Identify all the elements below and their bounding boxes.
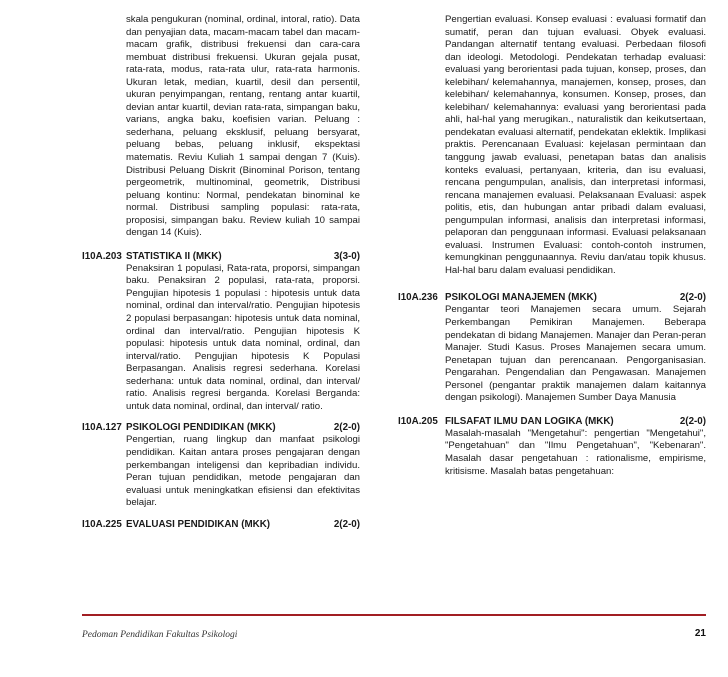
course-title: EVALUASI PENDIDIKAN (MKK): [126, 518, 271, 530]
course-description: Penaksiran 1 populasi, Rata-rata, proporsi, simpangan baku. Penaksiran 2 populasi, rata-rata, proporsi. Pengujian hipotesis 1 populasi : hipotesis untuk data nominal, ordinal dan interval/ratio. Pengujian hipotesis 2 populasi berpasangan: hipotesis untuk data nominal, ordinal dan interval/ratio. Pengujian hipotesis K populasi: hipotesis untuk data nominal, ordinal, dan interval/ratio. Pengujian hipotesis K Populasi Berpasangan. Analisis regresi sederhana. Korelasi sederhana: untuk data nominal, ordinal, dan interval/ ratio. Analisis regresi berganda. Korelasi Berganda: untuk data nominal, ordinal, dan interval/ ratio.: [126, 262, 360, 412]
course-description: Pengantar teori Manajemen secara umum. Sejarah Perkembangan Pemikiran Manajemen. Beberapa pendekatan di bidang Manajemen. Manajer dan Peran-peran Manajer. Studi Kasus. Proses Manajemen secara umum. Penetapan tujuan dan perencanaan. Pengorganisasian. Pengarahan. Pengendalian dan Pengawasan. Manajemen Personel (pengantar praktik manajemen dalam kaitannya dengan psikologi). Manajemen Sumber Daya Manusia: [445, 304, 706, 404]
footer-title: Pedoman Pendidikan Fakultas Psikologi: [82, 630, 238, 640]
right-continuation-text: Pengertian evaluasi. Konsep evaluasi : evaluasi formatif dan sumatif, peran dan tujuan evaluasi. Obyek evaluasi. Pandangan alternatif tentang evaluasi. Perbedaan filosofi dan ideologi. Metodologi. Pendekatan terhadap evaluasi: evaluasi yang berorientasi pada tujuan, konsep, proses, dan kelebihan/ kelemahannya, manajemen, konsep, proses, dan kelebihan/ kelemahannya, konsumen. Konsep, proses, dan kelebihan/ kelemahannya: evaluasi yang berorientasi pada ahli, hal-hal yang merugikan., naturalistik dan keikutsertaan, pendekatan evaluasi alternatif, pendekatan eklektik. Implikasi praktis. Perencanaan Evaluasi: kejelasan permintaan dan tanggung jawab evaluasi, penetapan batas dan analisis konteks evaluasi, pertanyaan, kriteria, dan isu evaluasi, rencana pengumpulan, analisis, dan interpretasi informasi, rencana manajemen evaluasi. Pelaksanaan Evaluasi: aspek politis, etis, dan hubungan antar pribadi dalam evaluasi, pengumpulan informasi, analisis dan interpretasi informasi, pelaporan dan penggunaan informasi. Evaluasi pelaksanaan evaluasi. Instrumen Evaluasi: contoh-contoh instrumen, kemungkinan penggunaannya. Reviu dan/atau topik khusus. Hal-hal baru dalam evaluasi pendidikan.: [445, 14, 706, 276]
footer-divider: [82, 614, 706, 616]
left-continuation-text: skala pengukuran (nominal, ordinal, intoral, ratio). Data dan penyajian data, macam-macam tabel dan macam-macam grafik, distribusi frekuensi dan cara-cara membuat distribusi frekuensi. Ukuran gejala pusat, rata-rata, modus, rata-rata ulur, rata-rata harmonis. Ukuran letak, median, kuartil, desil dan persentil, ukuran penyimpangan, rentang, rentang antar kuartil, devian antar kuartil, devian rata-rata, simpangan baku, varians, angka baku, koefisien varian. Peluang : sederhana, peluang eksklusif, peluang bersyarat, peluang bebas, peluang inklusif, ekspektasi matematis. Reviu Kuliah 1 sampai dengan 7 (Kuis). Distribusi Peluang Diskrit (Binominal Porison, tentang pergeometrik, multinominal, geometrik, Distribusi peluang kontinu: Normal, pendekatan binominal ke normal. Distribusi sampling populasi: rata-rata, proposisi, simpangan baku. Review kuliah 10 sampai dengan 14 (Kuis).: [126, 14, 360, 239]
course-title: PSIKOLOGI MANAJEMEN (MKK): [445, 292, 597, 304]
course-credits: 2(2-0): [333, 518, 360, 530]
course-code: I10A.236: [398, 292, 438, 304]
course-heading: [82, 250, 360, 263]
course-title: FILSAFAT ILMU DAN LOGIKA (MKK): [445, 415, 614, 427]
right-column: [398, 14, 706, 478]
course-i10a225: [82, 518, 360, 531]
course-title: STATISTIKA II (MKK): [126, 250, 222, 262]
course-credits: 3(3-0): [333, 250, 360, 262]
course-credits: 2(2-0): [679, 415, 706, 427]
page-number: 21: [694, 628, 706, 639]
course-credits: 2(2-0): [679, 292, 706, 304]
course-i10a203: [82, 250, 360, 414]
course-heading: [398, 291, 706, 304]
course-code: I10A.127: [82, 422, 122, 434]
course-code: I10A.205: [398, 415, 438, 427]
course-heading: [82, 421, 360, 434]
course-description: Pengertian, ruang lingkup dan manfaat psikologi pendidikan. Kaitan antara proses pengajaran dengan perkembangan inteligensi dan kepribadian individu. Peran tujuan pendidikan, metode pengajaran dan evaluasi untuk meningkatkan efisiensi dan efektivitas belajar.: [126, 434, 360, 509]
course-title: PSIKOLOGI PENDIDIKAN (MKK): [126, 422, 276, 434]
course-i10a236: [398, 291, 706, 404]
course-code: I10A.203: [82, 250, 122, 262]
course-heading: [82, 518, 360, 531]
course-i10a127: [82, 421, 360, 509]
course-description: Masalah-masalah "Mengetahui": pengertian "Mengetahui", "Pengetahuan" dan "Ilmu Pengetahuan", "Kebenaran". Masalah dasar pengetahuan : rationalisme, empirisme, kritisisme. Masalah batas pengetahuan:: [445, 427, 706, 477]
course-heading: [398, 415, 706, 428]
left-column: [82, 14, 360, 531]
course-code: I10A.225: [82, 518, 122, 530]
course-credits: 2(2-0): [333, 422, 360, 434]
course-i10a205: [398, 415, 706, 478]
